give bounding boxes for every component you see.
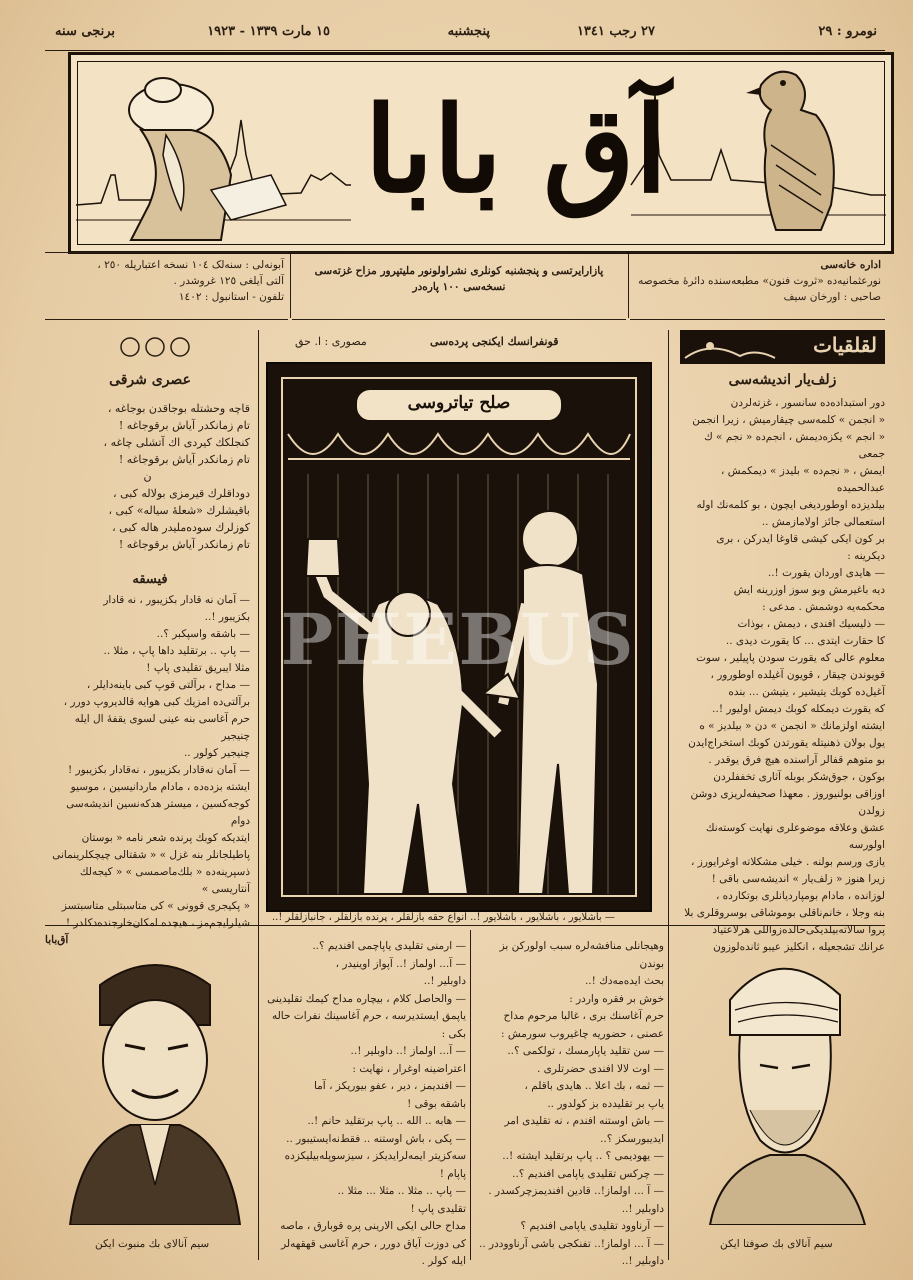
article-line: ایشته اولزمانك « انجمن » دن « بیلدیز » ه <box>699 720 885 732</box>
subscription-halfyear: آلتی آیلغی ١٢٥ غروشدر . <box>173 275 284 287</box>
article-line: آغیل‌ده کوبك یتیشیر ، یتیشن ... بنده <box>728 686 885 698</box>
article-line: شیلرایجم‌مز ، هیچده امکان‌خارجنده‌دکلدر ! <box>65 917 250 929</box>
publication-desc: پازارایرتسی و پنجشنبه کونلری نشراولونور ملیتپرور مزاح غزته‌سی <box>314 265 604 277</box>
article-line: — آ ... اولماز!.. قادین افندیمزچرکسدر . <box>488 1185 664 1197</box>
article-line: اوزاقی بولنیوروز . معهذا صحیفه‌لریزی دوشن زولدن <box>690 788 885 817</box>
article-line: — چرکس تقلیدی یاپامی افندیم ؟.. <box>512 1167 664 1180</box>
article-line: باشقه بوقی ! <box>407 1097 466 1110</box>
article-line: ایتدیکه کوبك پرنده شعر نامه « بوستان <box>81 832 250 844</box>
article-line: برآلتی‌ده امزیك کبی هوایه قالدیروپ دورر ، <box>63 696 250 708</box>
article-line: — یهودیمی ؟ .. پاپ برتقلید ایشته !.. <box>502 1150 664 1162</box>
article-line: چنیجیر کولور .. <box>183 747 250 759</box>
portrait-right <box>690 940 880 1225</box>
article-line: « انجمن » کلمه‌سی چیقارمیش ، زیرا انجمن <box>692 414 885 426</box>
article-line: — ذلیسیك افندی ، دیمش ، بوذات <box>737 618 885 630</box>
article-line: پاطیلجانلر بنه غزل » « شقتالی چیچکلرینمانی <box>52 849 250 861</box>
article-line: بنه وجلا ، خانم‌ناقلی بوموشاقی بوسروقلری بلا <box>684 907 885 919</box>
article-line: داوبلیر !.. <box>423 975 466 987</box>
faces-vignette <box>115 332 195 362</box>
article-line: بحث ایده‌مه‌دك !.. <box>584 975 664 987</box>
article-line: بو متوهم قفالر آراسنده هیچ فرق یوقدر . <box>708 754 885 766</box>
article-line: — آ ... اولماز!.. تفنکجی باشی آرناووددر .. <box>479 1237 664 1250</box>
poem-line: قاچه وحشتله بوجاقدن بوجاغه ، <box>107 402 250 415</box>
poem-line: دوداقلرك قیرمزی بولاله کبی ، <box>113 487 250 500</box>
article-line: کی دوزت آیاق دورر ، حرم آغاسی قهقهه‌لر <box>281 1237 466 1250</box>
poem-line: تام زمانکدر آیاش برقوجاغه ! <box>118 419 250 432</box>
article-line: دیکرینه : <box>847 550 885 562</box>
article-line: — افندیمز ، دیر ، عفو بیوریکز ، آما <box>313 1080 466 1092</box>
article-line: — پاپ .. برتقلید داها پاپ ، مثلا .. <box>103 645 250 657</box>
article-line: — پکی ، باش اوستنه .. فقط‌نه‌ایستیبور .. <box>286 1132 466 1145</box>
article-line: تقلیدی پاپ ! <box>410 1202 466 1215</box>
article-line: پروا سالاته‌بیلدیکی‌حالده‌زواللی هرلاعتیاد <box>712 924 885 936</box>
rumi-date: ١٥ مارت ١٣٣٩ - ١٩٢٣ <box>207 24 330 39</box>
poem-line: تام زمانکدر آیاش برقوجاغه ! <box>118 453 250 466</box>
info-divider <box>290 254 291 318</box>
weekday: پنجشنبه <box>447 24 490 39</box>
watermark: PHEBUS <box>280 598 636 681</box>
article-line: — آمان نه‌قادار بکزیبور ، نه‌قادار بکزیبور ! <box>68 764 250 776</box>
article-line: خوش بر فقره واردر : <box>569 992 664 1005</box>
article-line: که یقورت دیمکله کوبك دیمش اولیور !.. <box>712 703 885 715</box>
article-line: اعتراضینه اوغرار ، نهایت : <box>352 1062 466 1075</box>
cartoon-artist: مصوری : ا. حق <box>295 335 367 348</box>
article-line: « پکیجری قوونی » کی متاسبتلی متاسبتسز <box>61 900 250 912</box>
article-line: لوزانده ، مادام بومپاردیانلری بوتکارده ، <box>715 890 885 902</box>
article-line: — والحاصل کلام ، بیچاره مداح کیمك تقلیدینی <box>267 992 466 1005</box>
portrait-left-caption: سیم آنالای بك منبوت ایکن <box>95 1238 210 1250</box>
right-article <box>678 395 885 956</box>
portrait-right-caption: سیم آنالای بك صوفتا ایکن <box>720 1238 833 1250</box>
poem-line: ن <box>143 470 152 483</box>
article-line: عشق وعلاقه موضوعلری نهایت کوسته‌نك اولورسه <box>705 822 885 851</box>
article-line: — پاپ .. مثلا .. مثلا ... مثلا .. <box>337 1185 466 1197</box>
hijri-date: ٢٧ رجب ١٣٤١ <box>576 24 655 39</box>
article-line: عصنی ، حضوریه چاغیروب سورمش : <box>501 1027 664 1040</box>
article-line: — آ... اولماز !.. داوبلیر !.. <box>350 1045 466 1057</box>
column-rule <box>470 930 471 1260</box>
section-title: لقلقیات <box>813 333 877 357</box>
office-heading: اداره خانه‌سی <box>820 259 881 271</box>
telephone: تلفون - استانبول : ١٤٠٢ <box>178 291 284 303</box>
article-line: بیلدیزده اوطوردیغی ایچون ، بو کلمه‌نك اوله <box>696 499 885 511</box>
article-line: بر کون ایکی کیشی قاوغا ایدرکن ، بری <box>716 533 885 545</box>
article-line: یازی ورسم بولنه . خیلی مشکلاته اوغرایورز ، <box>691 856 885 868</box>
mid-left-article <box>264 938 466 1271</box>
masthead <box>68 52 894 254</box>
article-line: — هابه .. الله .. پاپ برتقلید حانم !.. <box>307 1115 466 1127</box>
article-line: — سن تقلید یاپارمسك ، تولکمی ؟.. <box>507 1045 664 1057</box>
article-line: — آمان نه قادار بکزیبور ، نه قادار <box>103 594 250 606</box>
article-line: یاپمق ایستدیرسه ، حرم آغاسینك نفرات حاله <box>271 1010 466 1022</box>
poem-line: کنجلکك کیردی اك آتشلی چاغه ، <box>103 436 250 449</box>
publication-price: نسخه‌سی ١٠٠ پاره‌در <box>412 281 506 293</box>
article-line: — باشقه واسپکبر ؟.. <box>156 628 250 640</box>
article-line: معلوم عالی که یقورت سودن پاپیلیر ، سوت <box>696 652 885 664</box>
poem-line: کوزلرك سوده‌ملیدر هاله کبی ، <box>112 521 250 534</box>
article-line: ایشته بزده‌ده ، مادام ماردانیسین ، موسیو <box>70 781 250 793</box>
info-office <box>630 252 885 320</box>
article-line: یاپ بر تقلیدده بز کولدور .. <box>547 1097 664 1110</box>
article-line: محکمه‌یه دوشمش . مدعی : <box>762 601 885 613</box>
article-line: — ثمه ، بك اعلا .. هایدی باقلم ، <box>524 1080 664 1092</box>
poem-line: تام زمانکدر آیاش برقوجاغه ! <box>118 538 250 551</box>
article-line: ذسپرینه‌ده « بلك‌ماصمسی » « کیجه‌لك آنتاریسی » <box>79 866 250 895</box>
article-line: کوجه‌کسین ، میستر هدکه‌نسین اندیشه‌سی دوام <box>66 798 250 827</box>
article-line: بکزیبور !.. <box>204 611 250 623</box>
subscription-yearly: آبونه‌لی : سنه‌لک ١٠٤ نسخه اعتباریله ٢٥٠ ، <box>97 259 284 271</box>
portrait-right-drawing <box>690 940 880 1225</box>
poem-title: عصری شرقی <box>109 372 191 388</box>
poem-line: باقیشلرك «شعلهٔ سیاله» کبی ، <box>108 504 250 517</box>
article-line: — ارمنی تقلیدی یاپاچمی افندیم ؟.. <box>312 940 466 952</box>
article-line: حرم آغاسنك بری ، غالبا مرحوم مداح <box>503 1010 664 1022</box>
cartoon-caption: — باشلایور ، باشلایور ، باشلایور !.. انواع حقه بازلقلر ، پرنده بازلقلر ، جانبازلقلر !.. <box>272 912 615 923</box>
article-line: مثلا ایبریق تقلیدی پاپ ! <box>146 662 250 674</box>
poem <box>45 400 250 553</box>
article-line: ایله کولر . <box>421 1255 466 1267</box>
article-line: حرم آغاسی بنه عینی لسوی یقفهٔ ال ایله چنیجیر <box>74 713 250 742</box>
article-line: ایدیبورسکز ؟.. <box>600 1132 664 1145</box>
article-line: — باش اوستنه افندم ، نه تقلیدی امر <box>504 1115 664 1127</box>
article-line: زیرا هنوز « زلف‌یار » اندیشه‌سی باقی ! <box>711 873 885 885</box>
article-line: وهیجانلی منافشه‌لره سبب اولورکن بز بوندن <box>499 940 664 970</box>
masthead-title: آق بابا <box>364 80 668 219</box>
article-line: یول بولان ذهنیتله یقورتدن کوبك استخراج‌ایدن <box>688 737 885 749</box>
article-line: — مداح ، برآلتی قوپ کبی باینه‌دایلر ، <box>86 679 250 691</box>
article-line: — آرناوود تقلیدی یاپامی افندیم ؟ <box>520 1220 664 1232</box>
article-line: « انجم » یکزه‌دیمش ، انجم‌ده « نجم » ك جمعی <box>704 431 885 460</box>
cartoon-banner: صلح تیاتروسی <box>407 393 511 413</box>
portrait-left-drawing <box>60 945 250 1225</box>
article-line: — آ... اولماز !.. آپواز اوینیدر ، <box>335 957 466 970</box>
article-line: استعمالی جائز اولامازمش .. <box>761 516 885 528</box>
article-line: عرانك تشجعیله ، انکلیز عیبو ثانده‌لوزون <box>713 941 885 953</box>
article-line: کا حقارت ایتدی ... کا یقورت دیدی .. <box>725 635 885 647</box>
article-line: بکی : <box>441 1027 466 1040</box>
cartoon-header: قونفرانسك ایکنجی پرده‌سی <box>430 335 559 348</box>
info-subscription <box>45 252 288 320</box>
column-rule <box>668 330 669 930</box>
article-line: ایمش ، « نجم‌ده » بلیدز » دیمکمش ، عبدالحمیده <box>721 465 885 494</box>
article-line: بوکون ، جوق‌شکر بوبله آثاری تخففلردن <box>713 771 885 783</box>
article-line: مداح حالی ایکی الارینی پره قوبارق ، ماصه <box>280 1220 466 1232</box>
volume-year: برنجی سنه <box>55 24 115 39</box>
date-bar <box>45 20 885 51</box>
column-rule <box>668 930 669 1260</box>
issue-number: نومرو : ٢٩ <box>818 24 877 39</box>
article-line: دور استبداده‌ده سانسور ، غزته‌لردن <box>730 397 885 409</box>
article-line: دیه باغیرمش وبو سوز اوزرینه ایش <box>733 584 885 596</box>
article-line: — هایدی اوردان یقورت !.. <box>767 567 885 579</box>
article-title: زلف‌یار اندیشه‌سی <box>728 372 837 388</box>
info-publication <box>292 252 626 320</box>
mid-right-article <box>476 938 664 1271</box>
article-line: داوبلیر !.. <box>621 1202 664 1215</box>
office-address: نورعثمانیه‌ده «ثروت فنون» مطبعه‌سنده دائرهٔ مخصوصه <box>638 275 881 287</box>
section-heading: فیسقه <box>132 572 168 587</box>
article-line: قویوندن چیقار ، قویون آغیلده اوطورور ، <box>710 669 885 681</box>
column-rule <box>258 930 259 1260</box>
signature: آق‌بابا <box>45 934 69 946</box>
info-divider <box>628 254 629 318</box>
left-article <box>45 592 250 949</box>
article-line: داوبلیر !.. <box>621 1255 664 1267</box>
laklakiyat-header <box>680 330 885 364</box>
portrait-left <box>60 945 250 1225</box>
article-line: سه‌کزیتر ایمه‌لرایدیکز ، سیزسوپله‌بیلیکزده پاپام ! <box>284 1150 466 1180</box>
office-owner: صاحبی : اورخان سیف <box>783 291 881 303</box>
article-line: — اوت لالا افندی حضرتلری . <box>536 1062 664 1075</box>
